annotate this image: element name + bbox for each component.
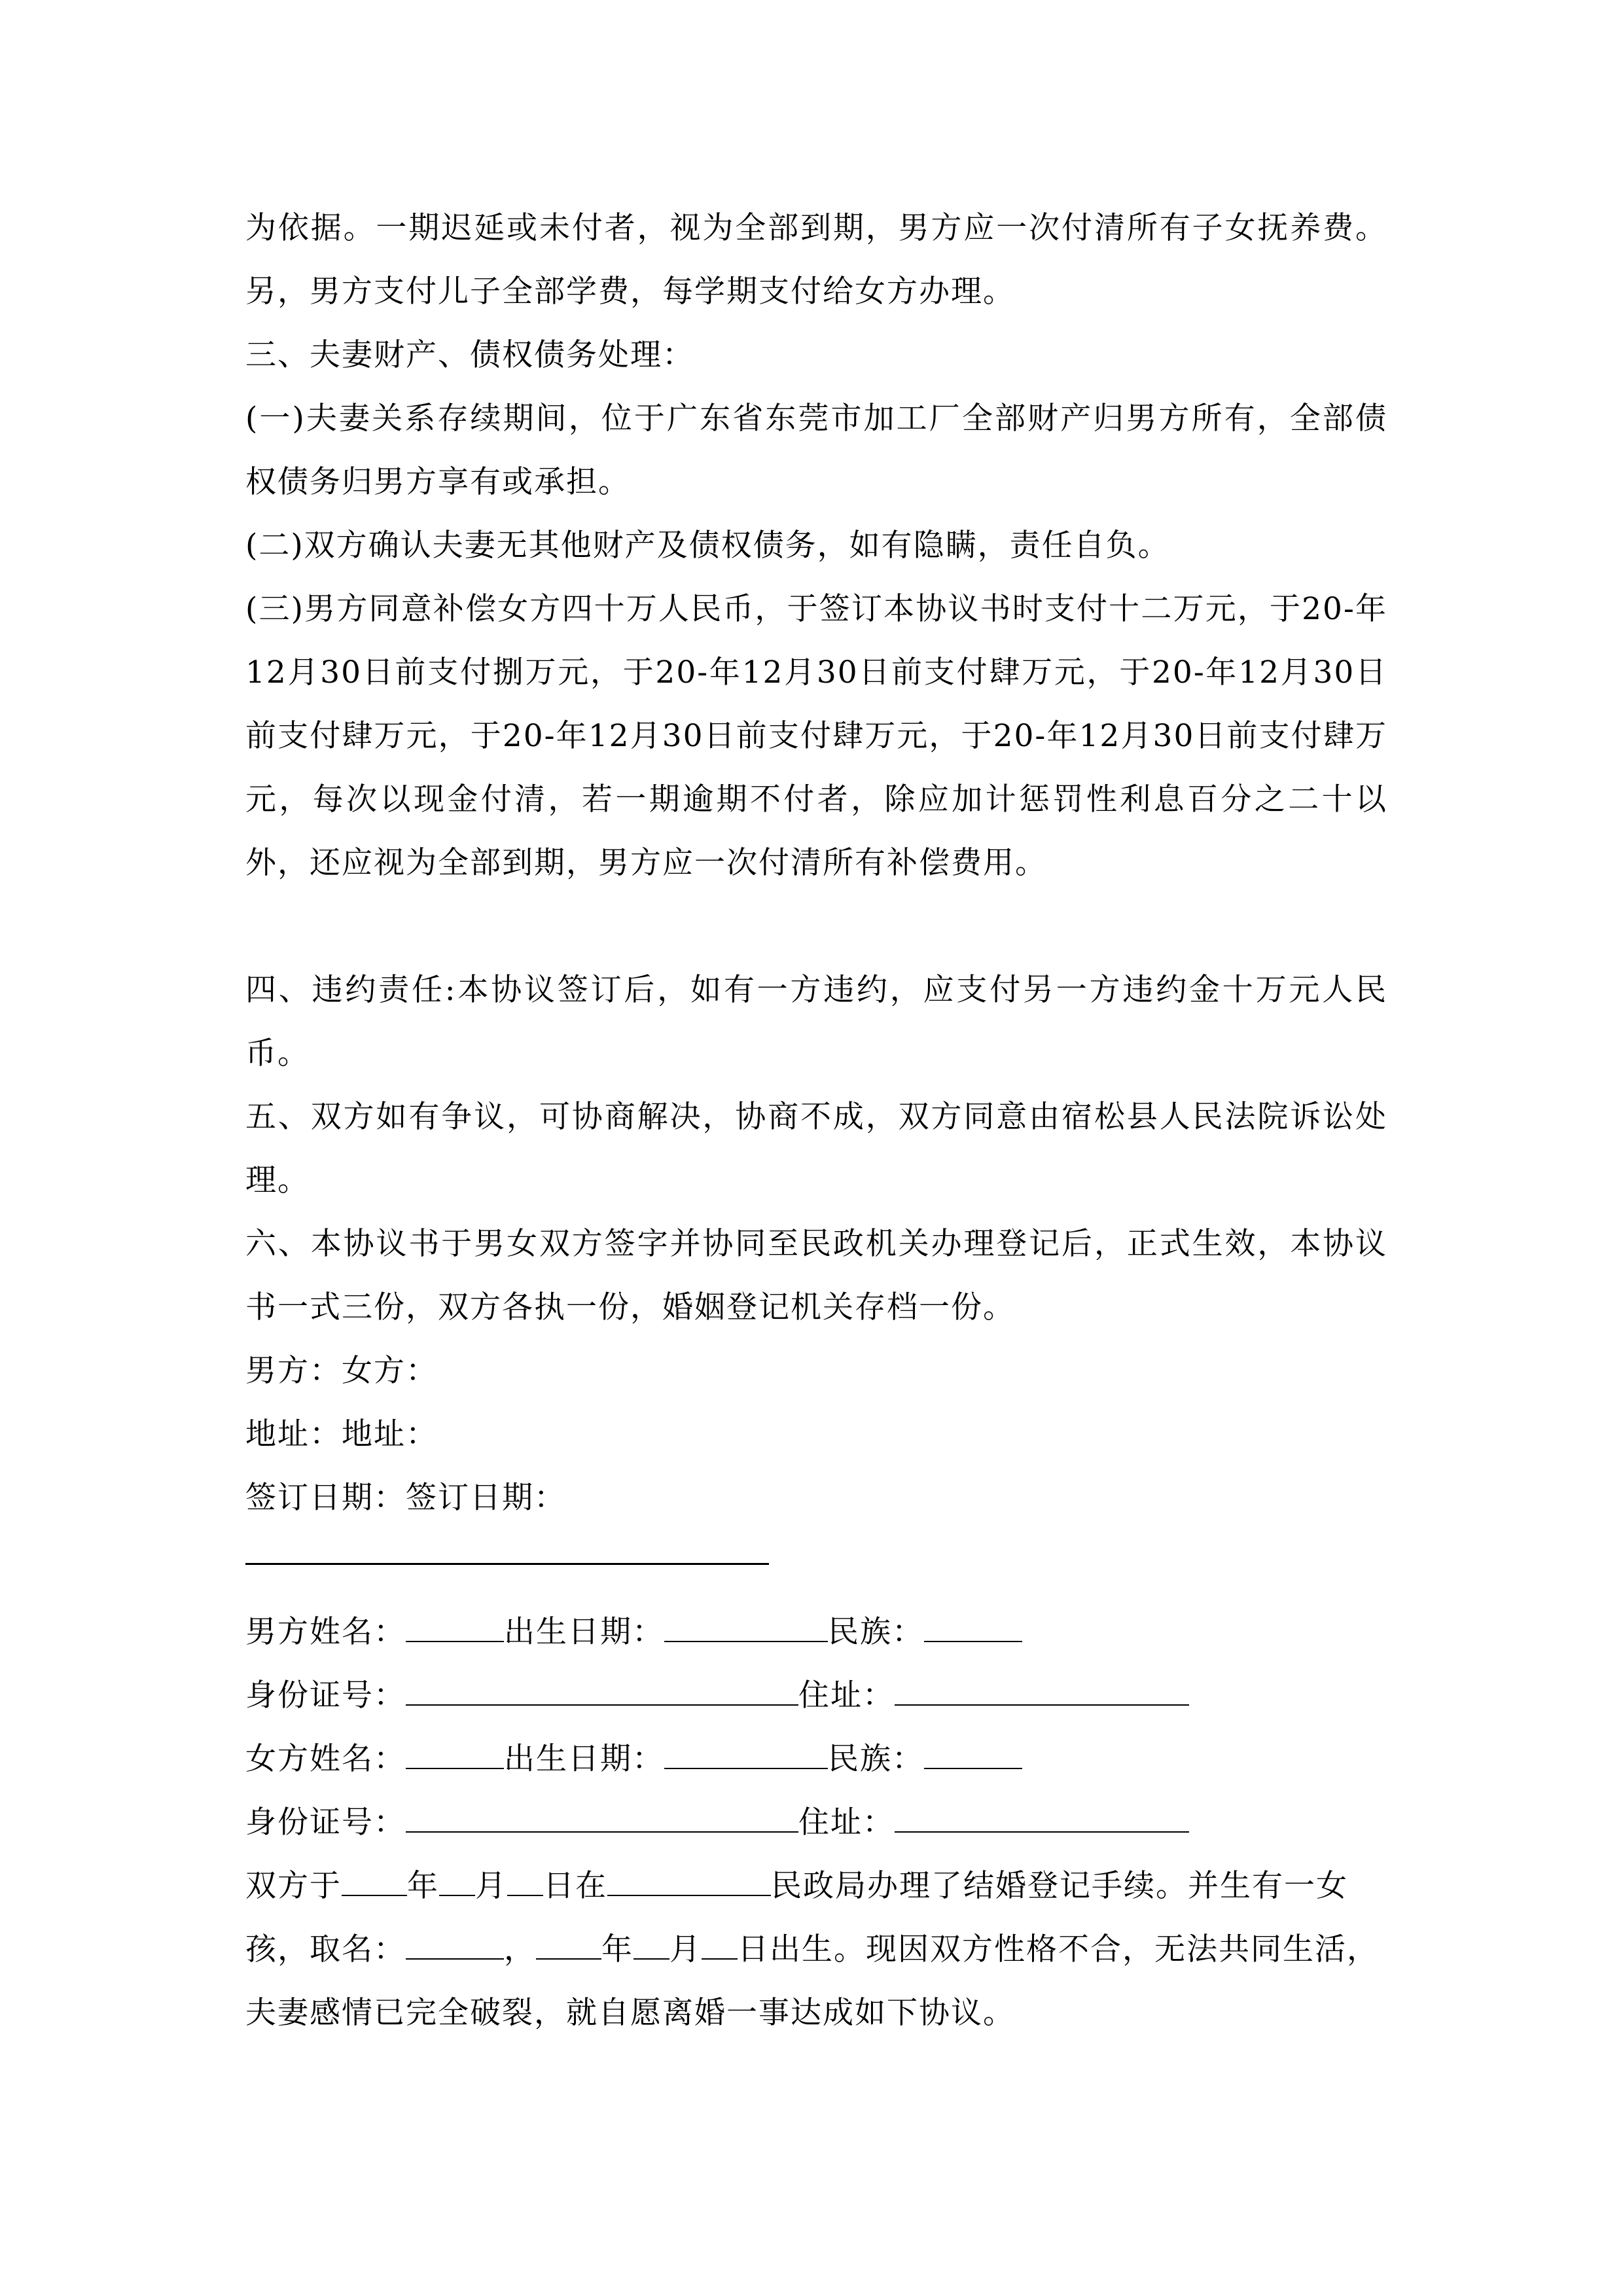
male-ethnic-label: 民族： xyxy=(828,1614,924,1650)
male-address-label: 住址： xyxy=(798,1677,895,1713)
section-3-title: 三、夫妻财产、债权债务处理： xyxy=(245,337,694,373)
bureau-text: 民政局办理了结婚登记手续。并生有一女 xyxy=(771,1868,1348,1904)
male-id-label: 身份证号： xyxy=(245,1677,406,1713)
male-birth-label: 出生日期： xyxy=(504,1614,664,1650)
female-birth-label: 出生日期： xyxy=(504,1741,664,1777)
paragraph-child-support-end: 为依据。一期迟延或未付者，视为全部到期，男方应一次付清所有子女抚养费。另，男方支付儿子全部学费，每学期支付给女方办理。 xyxy=(245,210,1387,310)
male-name-blank[interactable] xyxy=(406,1602,504,1642)
marriage-day-blank[interactable] xyxy=(507,1856,543,1896)
marriage-month-blank[interactable] xyxy=(439,1856,475,1896)
signature-address: 地址：地址： xyxy=(245,1416,438,1452)
comma-text: ， xyxy=(504,1931,536,1967)
section-divider xyxy=(245,1563,769,1565)
child-birth-month-blank[interactable] xyxy=(633,1919,669,1960)
month-text-2: 月 xyxy=(669,1931,702,1967)
male-id-row xyxy=(245,1664,1189,1727)
female-name-label: 女方姓名： xyxy=(245,1741,406,1777)
female-address-label: 住址： xyxy=(798,1804,895,1840)
girl-named-text: 孩，取名： xyxy=(245,1931,406,1967)
signature-date: 签订日期：签订日期： xyxy=(245,1480,566,1516)
female-id-label: 身份证号： xyxy=(245,1804,406,1840)
child-birth-year-blank[interactable] xyxy=(536,1919,601,1960)
male-birth-blank[interactable] xyxy=(664,1602,828,1642)
month-text: 月 xyxy=(475,1868,507,1904)
female-id-row xyxy=(245,1791,1189,1854)
female-name-blank[interactable] xyxy=(406,1729,504,1769)
both-parties-text: 双方于 xyxy=(245,1868,342,1904)
day-at-text: 日在 xyxy=(543,1868,607,1904)
child-birth-day-blank[interactable] xyxy=(702,1919,738,1960)
year-text-2: 年 xyxy=(601,1931,633,1967)
section-3-item-3: (三)男方同意补偿女方四十万人民币，于签订本协议书时支付十二万元，于20-年12月30日前支付捌万元，于20-年12月30日前支付肆万元，于20-年12月30日前支付肆万元，于20-年12月30日前支付肆万元，于20-年12月30日前支付肆万元，每次以现金付清，若一期逾期不付者，除应加计惩罚性利息百分之二十以外，还应视为全部到期，男方应一次付清所有补偿费用。 xyxy=(245,591,1387,881)
female-ethnic-blank[interactable] xyxy=(924,1729,1022,1769)
male-address-blank[interactable] xyxy=(895,1665,1189,1706)
marriage-year-blank[interactable] xyxy=(342,1856,407,1896)
section-3-item-2: (二)双方确认夫妻无其他财产及债权债务，如有隐瞒，责任自负。 xyxy=(245,528,1170,564)
signature-parties: 男方：女方： xyxy=(245,1353,438,1389)
section-6-effect: 六、本协议书于男女双方签字并协同至民政机关办理登记后，正式生效，本协议书一式三份，双方各执一份，婚姻登记机关存档一份。 xyxy=(245,1226,1387,1325)
female-address-blank[interactable] xyxy=(895,1792,1189,1833)
section-4-breach: 四、违约责任:本协议签订后，如有一方违约，应支付另一方违约金十万元人民币。 xyxy=(245,972,1387,1071)
male-ethnic-blank[interactable] xyxy=(924,1602,1022,1642)
year-text: 年 xyxy=(407,1868,439,1904)
civil-affairs-bureau-blank[interactable] xyxy=(607,1856,771,1896)
female-ethnic-label: 民族： xyxy=(828,1741,924,1777)
marriage-registration-line-3: 夫妻感情已完全破裂，就自愿离婚一事达成如下协议。 xyxy=(245,1995,1015,2031)
marriage-registration-line-1 xyxy=(245,1854,1348,1918)
male-id-blank[interactable] xyxy=(406,1665,798,1706)
marriage-registration-line-2 xyxy=(245,1918,1379,1981)
male-name-label: 男方姓名： xyxy=(245,1614,406,1650)
male-info-row xyxy=(245,1600,1022,1664)
section-5-dispute: 五、双方如有争议，可协商解决，协商不成，双方同意由宿松县人民法院诉讼处理。 xyxy=(245,1099,1387,1198)
female-id-blank[interactable] xyxy=(406,1792,798,1833)
section-3-item-1: (一)夫妻关系存续期间，位于广东省东莞市加工厂全部财产归男方所有，全部债权债务归男方享有或承担。 xyxy=(245,401,1387,500)
child-name-blank[interactable] xyxy=(406,1919,504,1960)
female-birth-blank[interactable] xyxy=(664,1729,828,1769)
female-info-row xyxy=(245,1727,1022,1791)
born-text: 日出生。现因双方性格不合，无法共同生活， xyxy=(738,1931,1379,1967)
